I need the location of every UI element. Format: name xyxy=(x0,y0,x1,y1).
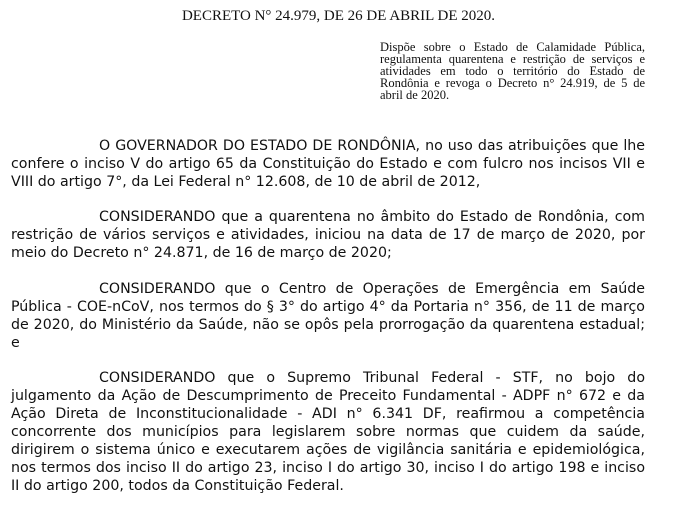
decree-title: DECRETO N° 24.979, DE 26 DE ABRIL DE 2020. xyxy=(181,8,496,24)
paragraph-text: CONSIDERANDO que o Centro de Operações de Emergência em Saúde Pública - COE-nCoV, nos termos do § 3° do artigo 4° da Portaria n° 356, de 11 de março de 2020, do Ministério da Saúde, não se opôs pela prorrogação da quarentena estadual; e xyxy=(11,281,645,351)
preamble-paragraph xyxy=(11,137,645,191)
paragraph-text: O GOVERNADOR DO ESTADO DE RONDÔNIA, no uso das atribuições que lhe confere o inciso V do artigo 65 da Constituição do Estado e com fulcro nos incisos VII e VIII do artigo 7°, da Lei Federal n° 12.608, de 10 de abril de 2012, xyxy=(11,138,645,190)
considering-paragraph-2 xyxy=(11,280,645,352)
paragraph-text: CONSIDERANDO que a quarentena no âmbito do Estado de Rondônia, com restrição de vários serviços e atividades, iniciou na data de 17 de março de 2020, por meio do Decreto n° 24.871, de 16 de março de 2020; xyxy=(11,209,645,261)
considering-paragraph-3 xyxy=(11,369,645,495)
paragraph-text: CONSIDERANDO que o Supremo Tribunal Federal - STF, no bojo do julgamento da Ação de Descumprimento de Preceito Fundamental - ADPF n° 672 e da Ação Direta de Inconstitucionalidade - ADI n° 6.341 DF, reafirmou a competência concorrente dos municípios para legislarem sobre normas que cuidem da saúde, dirigirem o sistema único e executarem ações de vigilância sanitária e epidemiológica, nos termos dos inciso II do artigo 23, inciso I do artigo 30, inciso I do artigo 198 e inciso II do artigo 200, todos da Constituição Federal. xyxy=(11,370,645,494)
considering-paragraph-1 xyxy=(11,208,645,262)
decree-summary: Dispõe sobre o Estado de Calamidade Pública, regulamenta quarentena e restrição de serviços e atividades em todo o território do Estado de Rondônia e revoga o Decreto n° 24.919, de 5 de abril de 2020. xyxy=(380,40,645,102)
